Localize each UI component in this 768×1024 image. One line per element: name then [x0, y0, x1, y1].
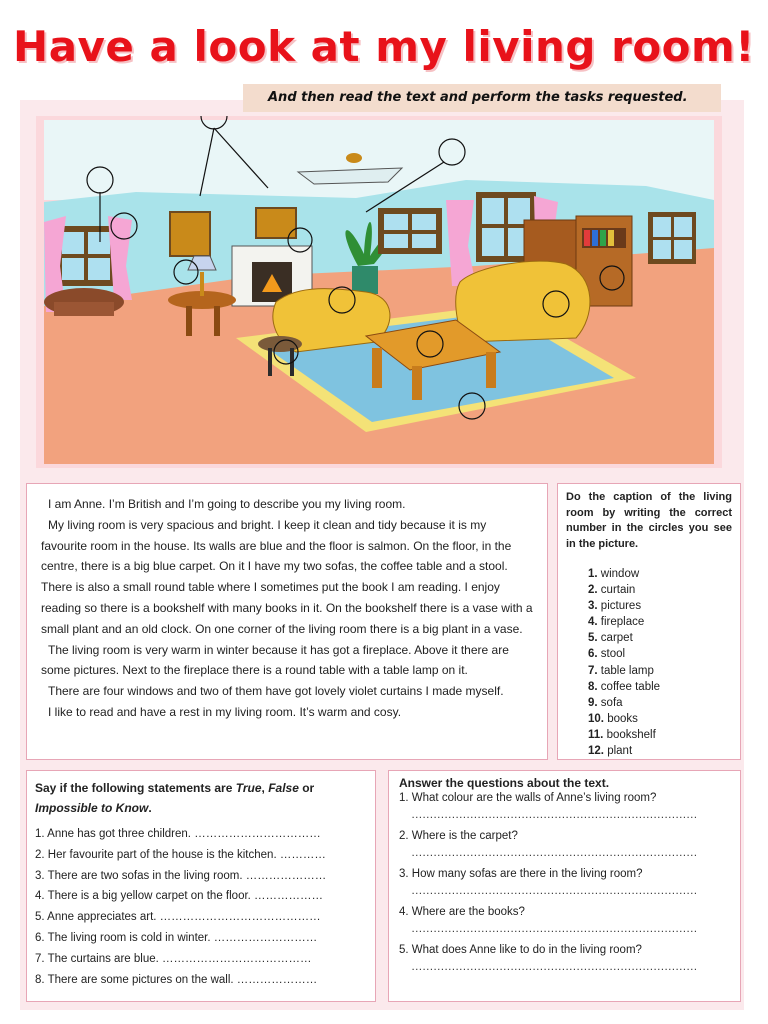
question-text: 2. Where is the carpet?: [399, 830, 518, 842]
list-item[interactable]: 2. Her favourite part of the house is the kitchen. …………: [35, 848, 326, 861]
list-item: 3. pictures: [588, 600, 642, 613]
list-item: 9. sofa: [588, 696, 623, 709]
list-item[interactable]: 8. There are some pictures on the wall. …………………: [35, 973, 318, 986]
list-item: 11. bookshelf: [588, 728, 656, 741]
list-item: 2. curtain: [588, 584, 636, 597]
list-item: 10. books: [588, 712, 638, 725]
answer-line[interactable]: ……………………………………………………………………: [411, 961, 697, 973]
true-false-task-box: [26, 770, 376, 1002]
caption-instruction: Do the caption of the living room by writing the correct number in the circles you see in the picture.: [566, 491, 732, 550]
question-item: [399, 790, 730, 824]
list-item: 1. window: [588, 568, 640, 580]
list-item: 4. fireplace: [588, 616, 645, 629]
list-item: 8. coffee table: [588, 680, 661, 693]
paragraph-5: I like to read and have a rest in my living room. It’s warm and cosy.: [48, 704, 402, 719]
question-item: [399, 828, 730, 862]
list-item: 7. table lamp: [588, 664, 654, 677]
page-subtitle: And then read the text and perform the tasks requested.: [268, 90, 688, 105]
paragraph-4: There are four windows and two of them have got lovely violet curtains I made myself.: [48, 684, 504, 699]
questions-task-box: [388, 770, 741, 1002]
paragraph-3: The living room is very warm in winter because it has got a fireplace. Above it there are some pictures. Next to the fireplace there is a round table with a table lamp on it.: [41, 642, 509, 678]
questions-heading: Answer the questions about the text.: [399, 776, 610, 790]
question-text: 1. What colour are the walls of Anne’s living room?: [399, 792, 657, 804]
list-item[interactable]: 7. The curtains are blue. …………………………………: [35, 952, 312, 965]
paragraph-1: I am Anne. I’m British and I’m going to describe you my living room.: [48, 497, 406, 511]
list-item: 6. stool: [588, 648, 626, 661]
list-item[interactable]: 1. Anne has got three children. ……………………………: [35, 828, 321, 840]
tf-heading: Say if the following statements are True, False or Impossible to Know.: [35, 781, 315, 815]
living-room-illustration: [36, 116, 722, 468]
answer-line[interactable]: ……………………………………………………………………: [411, 809, 697, 821]
question-item: [399, 942, 730, 976]
page-title: Have a look at my living room!: [13, 22, 755, 71]
paragraph-2: My living room is very spacious and bright. I keep it clean and tidy because it is my favourite room in the house. Its walls are blue and the floor is salmon. On the floor, in the centre, there is a big blue carpet. On it I have my two sofas, the coffee table and a stool. There is also a small round table where I sometimes put the book I am reading. I enjoy reading so there is a bookshelf with many books in it. On the bookshelf there is a vase with a small plant and an old clock. On one corner of the living room there is a big plant in a vase.: [41, 517, 533, 636]
caption-list: [588, 566, 732, 759]
living-room-drawing: [36, 116, 722, 468]
caption-task-box: [557, 483, 741, 760]
question-text: 3. How many sofas are there in the living room?: [399, 868, 643, 880]
list-item[interactable]: 4. There is a big yellow carpet on the floor. ………………: [35, 890, 324, 903]
tf-statement-list: [35, 824, 367, 990]
answer-line[interactable]: ……………………………………………………………………: [411, 923, 697, 935]
reading-text-box: [26, 483, 548, 760]
list-item[interactable]: 6. The living room is cold in winter. ………………………: [35, 931, 318, 944]
question-item: [399, 866, 730, 900]
question-text: 4. Where are the books?: [399, 906, 525, 918]
question-text: 5. What does Anne like to do in the living room?: [399, 944, 642, 956]
answer-line[interactable]: ……………………………………………………………………: [411, 885, 697, 897]
list-item: 12. plant: [588, 745, 633, 758]
list-item: 5. carpet: [588, 632, 633, 645]
question-item: [399, 904, 730, 938]
list-item[interactable]: 3. There are two sofas in the living room. …………………: [35, 869, 327, 882]
answer-line[interactable]: ……………………………………………………………………: [411, 847, 697, 859]
list-item[interactable]: 5. Anne appreciates art. ……………………………………: [35, 911, 321, 924]
